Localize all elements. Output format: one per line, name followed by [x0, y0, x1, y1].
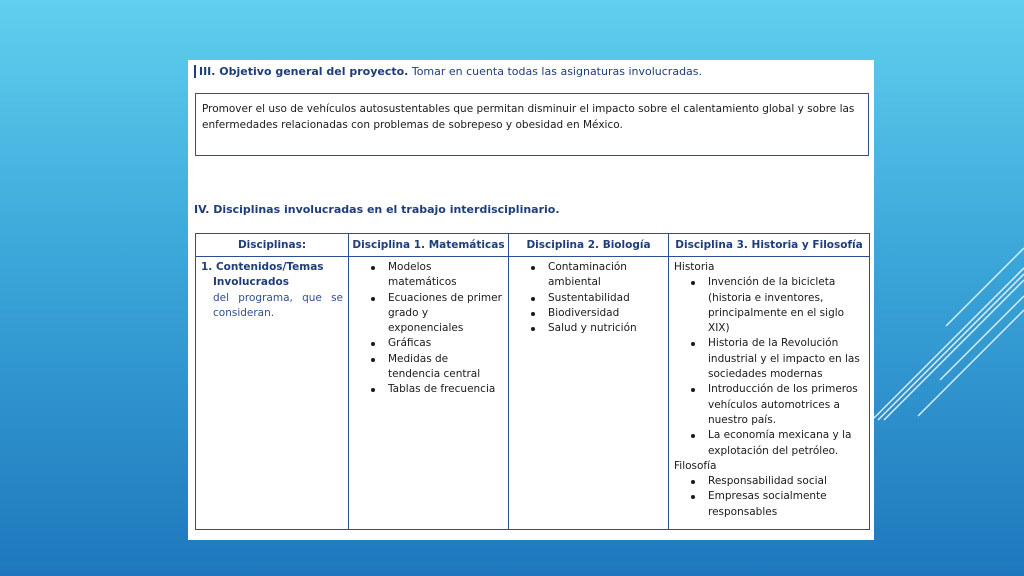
table-row	[196, 257, 870, 530]
list-item: Tablas de frecuencia	[354, 382, 503, 397]
contenidos-subtitle: Involucrados	[213, 276, 289, 289]
objective-text: Promover el uso de vehículos autosustentables que permitan disminuir el impacto sobre el calentamiento global y sobre las enfermedades relacionadas con problemas de sobrepeso y obesidad en México.	[202, 103, 855, 131]
list-item: Historia de la Revolución industrial y el impacto en las sociedades modernas	[674, 336, 864, 382]
contenidos-cell	[196, 257, 349, 530]
header-disciplinas: Disciplinas:	[196, 234, 349, 257]
filosofia-list	[674, 474, 864, 520]
section-3-instruction: Tomar en cuenta todas las asignaturas involucradas.	[408, 65, 703, 78]
list-item: Empresas socialmente responsables	[674, 489, 864, 520]
list-item: Modelos matemáticos	[354, 260, 503, 291]
section-4-heading	[194, 203, 560, 216]
list-item: Ecuaciones de primer grado y exponenciales	[354, 291, 503, 337]
document-page	[188, 60, 874, 540]
list-item: Medidas de tendencia central	[354, 352, 503, 383]
table-header-row	[196, 234, 870, 257]
header-biologia: Disciplina 2. Biología	[509, 234, 669, 257]
contenidos-title: 1. Contenidos/Temas	[201, 261, 324, 273]
biologia-cell	[509, 257, 669, 530]
list-item: Contaminación ambiental	[514, 260, 663, 291]
list-item: Invención de la bicicleta (historia e inventores, principalmente en el siglo XIX)	[674, 275, 864, 336]
list-item: Sustentabilidad	[514, 291, 663, 306]
contenidos-desc-2: consideran.	[213, 306, 275, 319]
matematicas-list	[354, 260, 503, 398]
list-item: Responsabilidad social	[674, 474, 864, 489]
historia-list	[674, 275, 864, 459]
section-4-title: IV. Disciplinas involucradas en el trabajo interdisciplinario.	[194, 203, 560, 216]
list-item: Introducción de los primeros vehículos automotrices a nuestro país.	[674, 382, 864, 428]
list-item: Gráficas	[354, 336, 503, 351]
list-item: La economía mexicana y la explotación del petróleo.	[674, 428, 864, 459]
historia-filosofia-cell	[669, 257, 870, 530]
section-3-heading	[194, 65, 702, 78]
biologia-list	[514, 260, 663, 336]
section-3-title: III. Objetivo general del proyecto.	[199, 65, 409, 78]
disciplines-table	[195, 233, 870, 530]
matematicas-cell	[349, 257, 509, 530]
header-matematicas: Disciplina 1. Matemáticas	[349, 234, 509, 257]
list-item: Biodiversidad	[514, 306, 663, 321]
historia-label: Historia	[674, 261, 715, 273]
header-historia-filosofia: Disciplina 3. Historia y Filosofía	[669, 234, 870, 257]
contenidos-desc-1: del programa, que se	[213, 291, 343, 304]
filosofia-label: Filosofía	[674, 459, 717, 472]
list-item: Salud y nutrición	[514, 321, 663, 336]
objective-box	[195, 93, 869, 156]
